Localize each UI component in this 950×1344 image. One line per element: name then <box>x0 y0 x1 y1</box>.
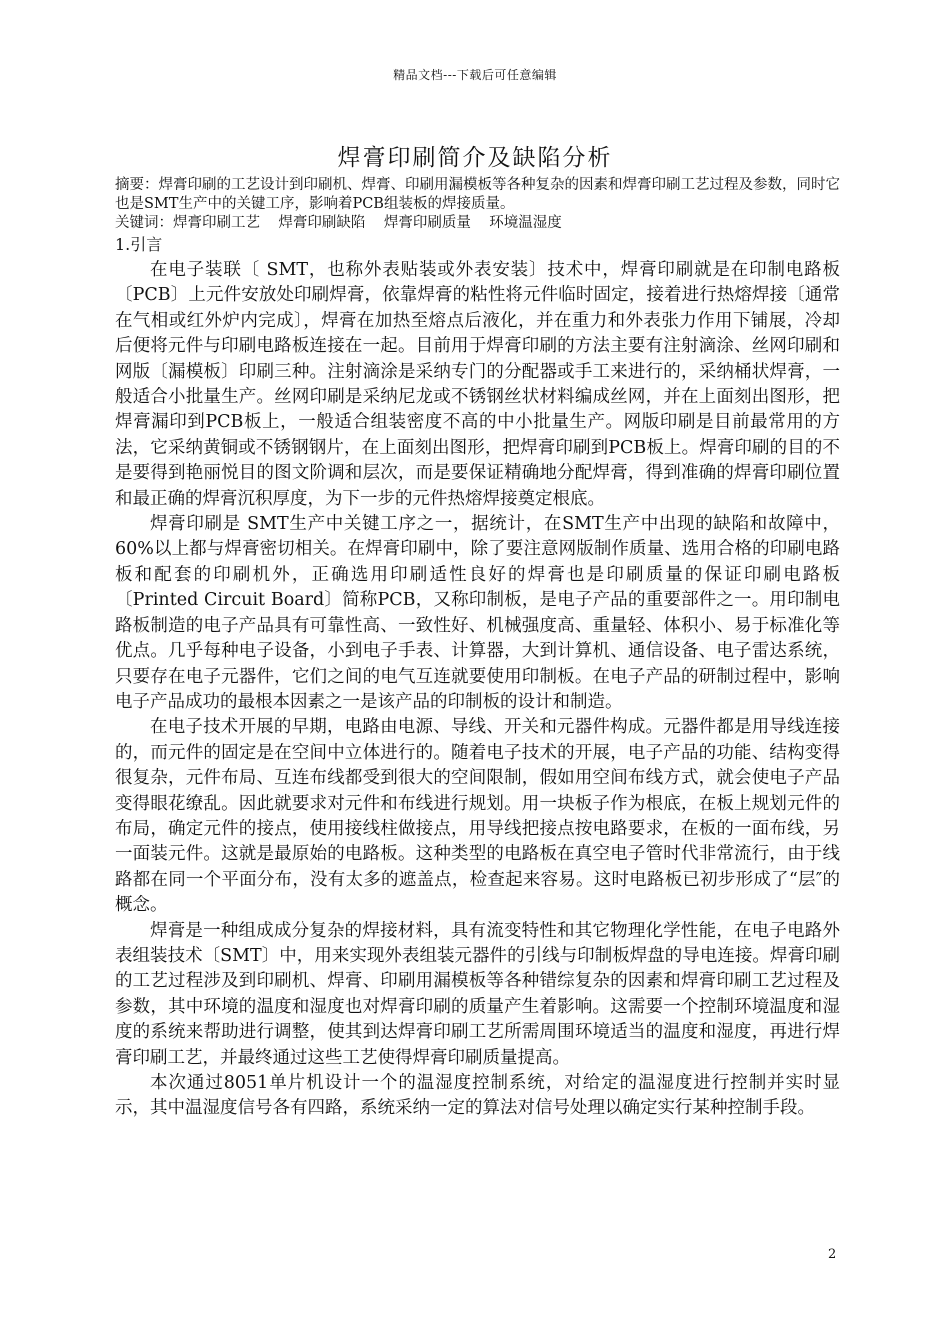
body-text <box>115 258 840 1122</box>
page-number: 2 <box>828 1247 837 1262</box>
paragraph: 焊膏是一种组成成分复杂的焊接材料，具有流变特性和其它物理化学性能，在电子电路外表组装技术〔SMT〕中，用来实现外表组装元器件的引线与印制板焊盘的导电连接。焊膏印刷的工艺过程涉及到印刷机、焊膏、印刷用漏模板等各种错综复杂的因素和焊膏印刷工艺过程及参数，其中环境的温度和湿度也对焊膏印刷的质量产生着影响。这需要一个控制环境温度和湿度的系统来帮助进行调整，使其到达焊膏印刷工艺所需周围环境适当的温度和湿度，再进行焊膏印刷工艺，并最终通过这些工艺使得焊膏印刷质量提高。 <box>115 920 840 1068</box>
keywords: 关键词：焊膏印刷工艺 焊膏印刷缺陷 焊膏印刷质量 环境温湿度 <box>115 215 562 231</box>
paragraph: 焊膏印刷是 SMT生产中关键工序之一，据统计，在SMT生产中出现的缺陷和故障中，60%以上都与焊膏密切相关。在焊膏印刷中，除了要注意网版制作质量、选用合格的印刷电路板和配套的印刷机外，正确选用印刷适性良好的焊膏也是印刷质量的保证印刷电路板〔Printed Circuit Board〕简称PCB，又称印制板，是电子产品的重要部件之一。用印制电路板制造的电子产品具有可靠性高、一致性好、机械强度高、重量轻、体积小、易于标准化等优点。几乎每种电子设备，小到电子手表、计算器，大到计算机、通信设备、电子雷达系统，只要存在电子元器件，它们之间的电气互连就要使用印制板。在电子产品的研制过程中，影响电子产品成功的最根本因素之一是该产品的印制板的设计和制造。 <box>115 514 840 712</box>
header-note: 精品文档---下载后可任意编辑 <box>393 68 557 82</box>
paragraph: 在电子技术开展的早期，电路由电源、导线、开关和元器件构成。元器件都是用导线连接的，而元件的固定是在空间中立体进行的。随着电子技术的开展，电子产品的功能、结构变得很复杂，元件布局、互连布线都受到很大的空间限制，假如用空间布线方式，就会使电子产品变得眼花缭乱。因此就要求对元件和布线进行规划。用一块板子作为根底，在板上规划元件的布局，确定元件的接点，使用接线柱做接点，用导线把接点按电路要求，在板的一面布线，另一面装元件。这就是最原始的电路板。这种类型的电路板在真空电子管时代非常流行，由于线路都在同一个平面分布，没有太多的遮盖点，检查起来容易。这时电路板已初步形成了“层″的概念。 <box>115 717 840 916</box>
page-title: 焊膏印刷简介及缺陷分析 <box>337 145 613 171</box>
abstract: 摘要：焊膏印刷的工艺设计到印刷机、焊膏、印刷用漏模板等各种复杂的因素和焊膏印刷工艺过程及参数，同时它也是SMT生产中的关键工序，影响着PCB组装板的焊接质量。 <box>115 177 840 212</box>
section-heading: 1.引言 <box>115 235 163 254</box>
paragraph: 在电子装联〔 SMT，也称外表贴装或外表安装〕技术中，焊膏印刷就是在印制电路板〔PCB〕上元件安放处印刷焊膏，依靠焊膏的粘性将元件临时固定，接着进行热熔焊接〔通常在气相或红外炉内完成〕，焊膏在加热至熔点后液化，并在重力和外表张力作用下铺展，冷却后便将元件与印刷电路板连接在一起。目前用于焊膏印刷的方法主要有注射滴涂、丝网印刷和网版〔漏模板〕印刷三种。注射滴涂是采纳专门的分配器或手工来进行的，采纳桶状焊膏，一般适合小批量生产。丝网印刷是采纳尼龙或不锈钢丝状材料编成丝网，并在上面刻出图形，把焊膏漏印到PCB板上，一般适合组装密度不高的中小批量生产。网版印刷是目前最常用的方法，它采纳黄铜或不锈钢钢片，在上面刻出图形，把焊膏印刷到PCB板上。焊膏印刷的目的不是要得到艳丽悦目的图文阶调和层次，而是要保证精确地分配焊膏，得到准确的焊膏印刷位置和最正确的焊膏沉积厚度，为下一步的元件热熔焊接奠定根底。 <box>115 260 840 509</box>
paragraph: 本次通过8051单片机设计一个的温湿度控制系统，对给定的温湿度进行控制并实时显示，其中温湿度信号各有四路，系统采纳一定的算法对信号处理以确定实行某种控制手段。 <box>115 1073 840 1119</box>
